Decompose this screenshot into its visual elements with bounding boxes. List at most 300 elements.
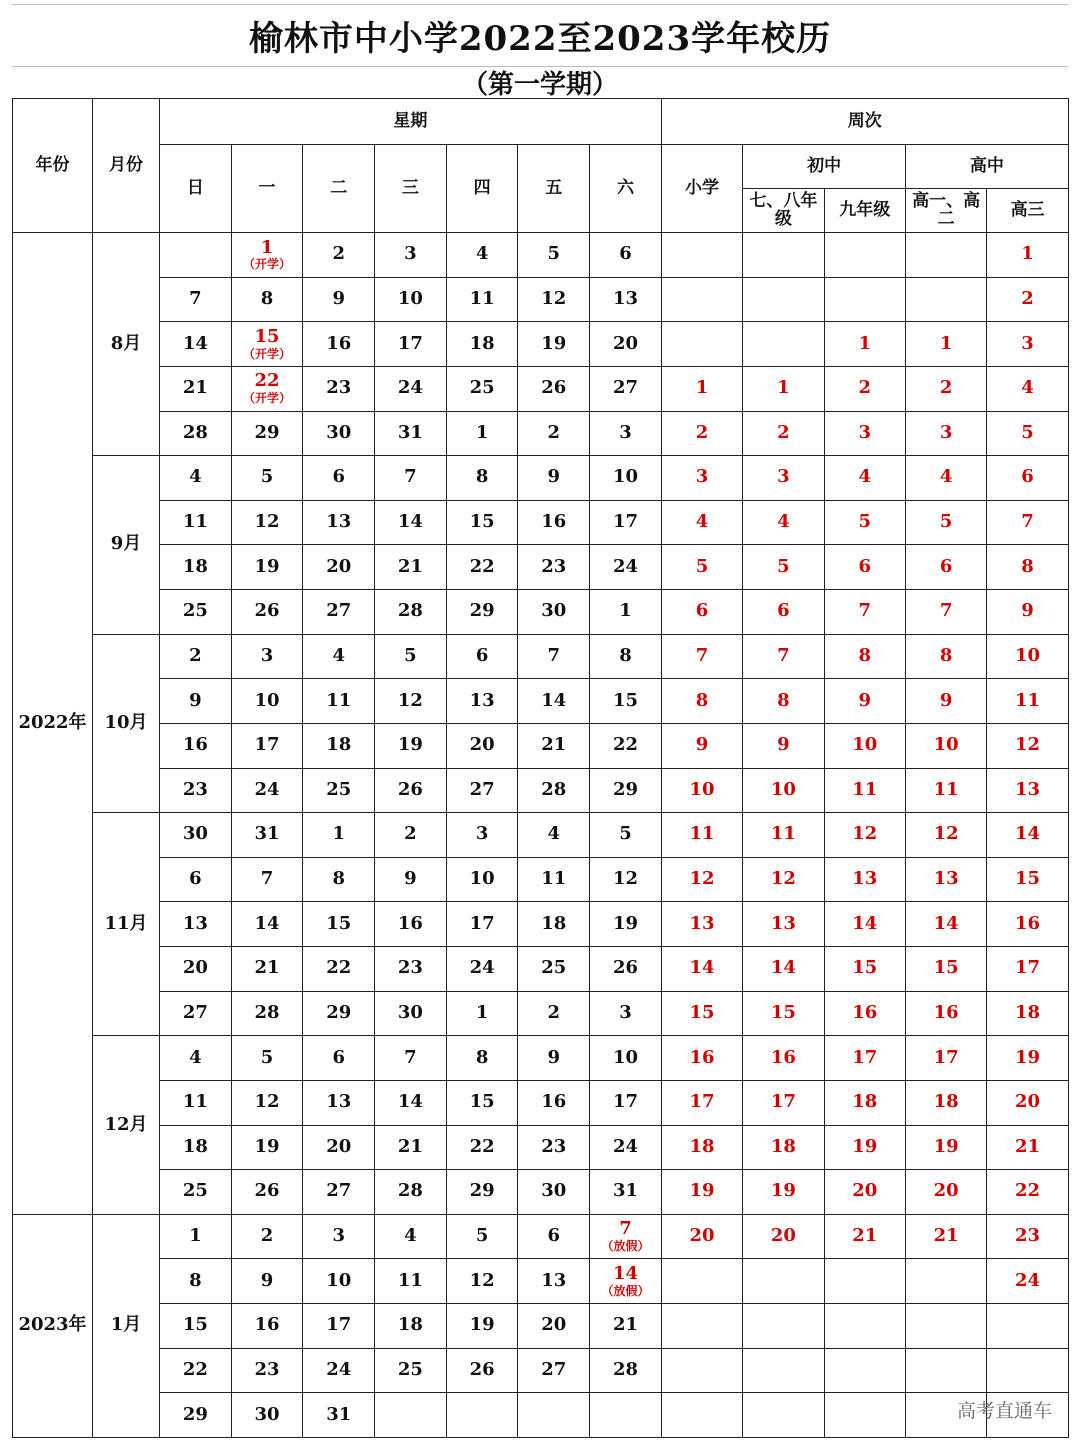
day-cell: 28: [590, 1348, 662, 1393]
week-junior-9-cell: 8: [824, 634, 905, 679]
week-senior-1-2-cell: 7: [905, 590, 986, 635]
calendar-row: [13, 634, 1069, 679]
school-calendar-table: [12, 98, 1069, 1438]
day-cell: 25: [303, 768, 375, 813]
day-cell-marked: [231, 233, 303, 278]
week-primary-cell: 2: [661, 411, 742, 456]
day-cell: 11: [160, 1080, 232, 1125]
day-cell: 3: [590, 411, 662, 456]
week-senior-3-cell: 13: [987, 768, 1068, 813]
week-senior-1-2-cell: 21: [905, 1214, 986, 1259]
week-senior-1-2-cell: 6: [905, 545, 986, 590]
week-senior-1-2-cell: 15: [905, 947, 986, 992]
week-senior-3-cell: 22: [987, 1170, 1068, 1215]
week-primary-cell: 14: [661, 947, 742, 992]
day-cell: 19: [231, 545, 303, 590]
day-note: （放假）: [601, 1239, 650, 1254]
day-cell: 24: [303, 1348, 375, 1393]
day-cell: 10: [590, 456, 662, 501]
day-cell: 12: [231, 500, 303, 545]
day-cell: 14: [231, 902, 303, 947]
day-cell: 17: [231, 723, 303, 768]
week-senior-1-2-cell: [905, 1348, 986, 1393]
week-senior-3-cell: 17: [987, 947, 1068, 992]
day-cell: 16: [160, 723, 232, 768]
calendar-row: [13, 1304, 1069, 1349]
day-cell: 5: [231, 456, 303, 501]
day-cell: 8: [590, 634, 662, 679]
week-primary-cell: 9: [661, 723, 742, 768]
day-cell: 30: [160, 813, 232, 858]
week-junior-7-8-cell: 5: [743, 545, 824, 590]
day-cell: 10: [231, 679, 303, 724]
week-senior-3-cell: 19: [987, 1036, 1068, 1081]
day-cell: 12: [375, 679, 447, 724]
week-junior-9-cell: 2: [824, 366, 905, 411]
day-cell: 14: [160, 322, 232, 367]
day-cell: 5: [375, 634, 447, 679]
day-cell: 9: [518, 456, 590, 501]
day-cell: 12: [446, 1259, 518, 1304]
day-cell: 16: [303, 322, 375, 367]
week-primary-cell: 20: [661, 1214, 742, 1259]
week-junior-7-8-cell: 2: [743, 411, 824, 456]
day-cell: 11: [518, 857, 590, 902]
week-primary-cell: 5: [661, 545, 742, 590]
day-number: 22: [254, 370, 280, 392]
week-junior-7-8-cell: 19: [743, 1170, 824, 1215]
day-cell: 22: [160, 1348, 232, 1393]
primary-header: 小学: [661, 145, 742, 233]
month-cell: 9月: [93, 456, 160, 635]
week-junior-9-cell: 14: [824, 902, 905, 947]
day-cell: 13: [160, 902, 232, 947]
week-primary-cell: 15: [661, 991, 742, 1036]
week-junior-7-8-cell: 10: [743, 768, 824, 813]
day-cell: 5: [231, 1036, 303, 1081]
year-cell: 2022年: [13, 233, 93, 1215]
week-junior-7-8-cell: 16: [743, 1036, 824, 1081]
week-junior-7-8-cell: 8: [743, 679, 824, 724]
week-junior-7-8-cell: 11: [743, 813, 824, 858]
week-junior-9-cell: [824, 277, 905, 322]
junior-group-header: 初中: [743, 145, 906, 189]
day-number: 1: [260, 236, 274, 258]
week-senior-1-2-cell: 13: [905, 857, 986, 902]
day-cell: 6: [303, 1036, 375, 1081]
week-senior-1-2-cell: 3: [905, 411, 986, 456]
day-cell: 12: [590, 857, 662, 902]
calendar-row: [13, 813, 1069, 858]
week-primary-cell: 10: [661, 768, 742, 813]
day-cell: 30: [518, 1170, 590, 1215]
day-cell: 16: [375, 902, 447, 947]
day-cell: 23: [518, 1125, 590, 1170]
day-cell: 24: [231, 768, 303, 813]
day-cell: 8: [160, 1259, 232, 1304]
day-cell: 8: [446, 456, 518, 501]
week-junior-7-8-cell: [743, 1348, 824, 1393]
day-cell: 23: [518, 545, 590, 590]
day-cell: 26: [231, 590, 303, 635]
day-cell: 26: [590, 947, 662, 992]
day-cell: 3: [446, 813, 518, 858]
calendar-row: [13, 545, 1069, 590]
day-cell: 27: [518, 1348, 590, 1393]
day-number: 14: [612, 1262, 638, 1284]
calendar-row: [13, 1080, 1069, 1125]
week-senior-3-cell: 10: [987, 634, 1068, 679]
week-senior-3-cell: 24: [987, 1259, 1068, 1304]
day-cell: 3: [231, 634, 303, 679]
day-cell: 15: [303, 902, 375, 947]
day-header-sun: 日: [160, 145, 232, 233]
day-cell: 13: [590, 277, 662, 322]
week-junior-9-cell: 4: [824, 456, 905, 501]
day-cell: 25: [518, 947, 590, 992]
week-primary-cell: [661, 277, 742, 322]
day-cell-marked: [231, 366, 303, 411]
day-cell: 21: [590, 1304, 662, 1349]
week-senior-1-2-cell: [905, 233, 986, 278]
day-cell: 23: [160, 768, 232, 813]
day-cell: 7: [375, 456, 447, 501]
day-cell: 24: [590, 545, 662, 590]
calendar-row: [13, 1125, 1069, 1170]
day-cell: 23: [231, 1348, 303, 1393]
week-junior-9-cell: 21: [824, 1214, 905, 1259]
calendar-row: [13, 590, 1069, 635]
day-cell: 4: [160, 456, 232, 501]
day-cell: 17: [590, 1080, 662, 1125]
day-cell: 11: [160, 500, 232, 545]
day-note: （开学）: [243, 391, 292, 406]
month-cell: 12月: [93, 1036, 160, 1215]
week-junior-9-cell: 12: [824, 813, 905, 858]
day-cell: 13: [303, 500, 375, 545]
week-senior-3-cell: 15: [987, 857, 1068, 902]
day-cell: 12: [231, 1080, 303, 1125]
week-junior-7-8-cell: [743, 1304, 824, 1349]
day-cell: 1: [446, 411, 518, 456]
week-group-header: 周次: [661, 99, 1068, 145]
week-senior-1-2-cell: [905, 1259, 986, 1304]
calendar-body: [13, 233, 1069, 1438]
day-cell-marked: [231, 322, 303, 367]
junior-9-header: 九年级: [824, 189, 905, 233]
day-cell: 29: [590, 768, 662, 813]
week-senior-1-2-cell: [905, 1304, 986, 1349]
day-cell: 11: [375, 1259, 447, 1304]
week-senior-3-cell: 18: [987, 991, 1068, 1036]
day-cell: [160, 233, 232, 278]
calendar-row: [13, 411, 1069, 456]
week-junior-9-cell: [824, 1304, 905, 1349]
day-cell: 1: [590, 590, 662, 635]
week-junior-7-8-cell: 12: [743, 857, 824, 902]
day-cell: 7: [375, 1036, 447, 1081]
day-cell: 30: [303, 411, 375, 456]
day-cell: 7: [518, 634, 590, 679]
senior-group-header: 高中: [905, 145, 1068, 189]
day-cell: 27: [446, 768, 518, 813]
day-cell: 6: [160, 857, 232, 902]
month-cell: 11月: [93, 813, 160, 1036]
day-cell: 25: [160, 590, 232, 635]
week-junior-9-cell: 16: [824, 991, 905, 1036]
month-cell: 1月: [93, 1214, 160, 1437]
day-cell: 5: [590, 813, 662, 858]
week-senior-3-cell: 2: [987, 277, 1068, 322]
week-senior-3-cell: [987, 1304, 1068, 1349]
week-primary-cell: 19: [661, 1170, 742, 1215]
week-junior-7-8-cell: [743, 1393, 824, 1438]
day-cell: 2: [518, 411, 590, 456]
day-cell: 2: [375, 813, 447, 858]
day-cell: 8: [231, 277, 303, 322]
day-cell: 30: [518, 590, 590, 635]
day-cell: 19: [231, 1125, 303, 1170]
week-primary-cell: [661, 233, 742, 278]
week-junior-9-cell: 9: [824, 679, 905, 724]
day-cell: 17: [303, 1304, 375, 1349]
day-cell: 18: [446, 322, 518, 367]
day-cell: 15: [446, 500, 518, 545]
day-cell: 28: [231, 991, 303, 1036]
day-cell: 10: [375, 277, 447, 322]
calendar-row: [13, 1170, 1069, 1215]
calendar-row: [13, 1036, 1069, 1081]
day-cell: 20: [303, 545, 375, 590]
week-junior-7-8-cell: 1: [743, 366, 824, 411]
week-primary-cell: 6: [661, 590, 742, 635]
week-junior-7-8-cell: 20: [743, 1214, 824, 1259]
week-junior-7-8-cell: [743, 277, 824, 322]
day-cell: 18: [160, 1125, 232, 1170]
day-cell: 26: [231, 1170, 303, 1215]
calendar-row: [13, 500, 1069, 545]
week-junior-7-8-cell: 4: [743, 500, 824, 545]
page-title: 榆林市中小学2022至2023学年校历: [248, 18, 832, 59]
day-cell: 22: [446, 545, 518, 590]
week-primary-cell: [661, 322, 742, 367]
day-cell: 10: [590, 1036, 662, 1081]
day-note: （放假）: [601, 1283, 650, 1298]
day-cell: 21: [518, 723, 590, 768]
week-senior-3-cell: 5: [987, 411, 1068, 456]
day-cell-marked: [590, 1259, 662, 1304]
day-note: （开学）: [243, 257, 292, 272]
week-junior-7-8-cell: 7: [743, 634, 824, 679]
week-primary-cell: 13: [661, 902, 742, 947]
day-number: 15: [254, 325, 280, 347]
day-cell: 12: [518, 277, 590, 322]
day-cell: 26: [446, 1348, 518, 1393]
week-junior-9-cell: 11: [824, 768, 905, 813]
day-cell: 13: [303, 1080, 375, 1125]
day-cell: 3: [590, 991, 662, 1036]
day-cell: 7: [160, 277, 232, 322]
week-senior-1-2-cell: 11: [905, 768, 986, 813]
week-senior-3-cell: 9: [987, 590, 1068, 635]
day-cell: 2: [231, 1214, 303, 1259]
day-cell: 18: [518, 902, 590, 947]
month-header: 月份: [93, 99, 160, 233]
day-header-wed: 三: [375, 145, 447, 233]
day-cell: 28: [375, 590, 447, 635]
day-cell: 7: [231, 857, 303, 902]
day-cell: 10: [446, 857, 518, 902]
day-note: （开学）: [243, 346, 292, 361]
week-primary-cell: 11: [661, 813, 742, 858]
day-cell: 25: [375, 1348, 447, 1393]
week-senior-3-cell: 1: [987, 233, 1068, 278]
day-cell: 18: [375, 1304, 447, 1349]
day-cell: 5: [518, 233, 590, 278]
calendar-row: [13, 991, 1069, 1036]
day-cell: 16: [518, 500, 590, 545]
week-primary-cell: 18: [661, 1125, 742, 1170]
day-cell: 29: [446, 1170, 518, 1215]
day-cell: 17: [590, 500, 662, 545]
week-senior-1-2-cell: 10: [905, 723, 986, 768]
day-cell: [518, 1393, 590, 1438]
calendar-row: [13, 947, 1069, 992]
day-cell: 31: [231, 813, 303, 858]
calendar-row: [13, 679, 1069, 724]
week-primary-cell: [661, 1259, 742, 1304]
week-junior-9-cell: [824, 1259, 905, 1304]
week-senior-1-2-cell: 16: [905, 991, 986, 1036]
day-cell: 31: [375, 411, 447, 456]
day-cell: 13: [446, 679, 518, 724]
week-primary-cell: [661, 1393, 742, 1438]
day-cell: 15: [160, 1304, 232, 1349]
day-cell: 19: [375, 723, 447, 768]
calendar-row: [13, 322, 1069, 367]
day-cell: 1: [160, 1214, 232, 1259]
day-cell: 6: [446, 634, 518, 679]
day-cell: [446, 1393, 518, 1438]
day-cell: [375, 1393, 447, 1438]
day-cell: 20: [446, 723, 518, 768]
day-cell: 2: [518, 991, 590, 1036]
week-junior-9-cell: [824, 233, 905, 278]
day-cell: 14: [375, 500, 447, 545]
day-cell: 19: [446, 1304, 518, 1349]
week-senior-1-2-cell: 2: [905, 366, 986, 411]
day-cell: [590, 1393, 662, 1438]
day-cell: 27: [303, 1170, 375, 1215]
week-junior-9-cell: 1: [824, 322, 905, 367]
day-cell: 20: [518, 1304, 590, 1349]
day-cell: 27: [160, 991, 232, 1036]
day-cell: 14: [518, 679, 590, 724]
day-cell: 23: [375, 947, 447, 992]
week-senior-3-cell: 11: [987, 679, 1068, 724]
day-cell: 20: [303, 1125, 375, 1170]
week-senior-3-cell: 16: [987, 902, 1068, 947]
day-cell: 6: [590, 233, 662, 278]
week-junior-7-8-cell: 15: [743, 991, 824, 1036]
day-cell-marked: [590, 1214, 662, 1259]
day-cell: 9: [303, 277, 375, 322]
week-junior-7-8-cell: 6: [743, 590, 824, 635]
calendar-row: [13, 1348, 1069, 1393]
day-cell: 4: [303, 634, 375, 679]
day-header-thu: 四: [446, 145, 518, 233]
calendar-row: [13, 723, 1069, 768]
day-cell: 21: [375, 545, 447, 590]
week-junior-7-8-cell: 18: [743, 1125, 824, 1170]
day-cell: 20: [590, 322, 662, 367]
day-cell: 6: [303, 456, 375, 501]
day-cell: 17: [375, 322, 447, 367]
day-cell: 21: [160, 366, 232, 411]
day-cell: 9: [518, 1036, 590, 1081]
week-senior-3-cell: 4: [987, 366, 1068, 411]
day-cell: 9: [231, 1259, 303, 1304]
calendar-row: [13, 902, 1069, 947]
week-junior-9-cell: [824, 1348, 905, 1393]
month-cell: 10月: [93, 634, 160, 813]
day-cell: 30: [375, 991, 447, 1036]
watermark-text: 高考直通车: [956, 1400, 1052, 1422]
day-number: 7: [619, 1218, 632, 1240]
week-senior-3-cell: 3: [987, 322, 1068, 367]
week-primary-cell: 17: [661, 1080, 742, 1125]
day-cell: 17: [446, 902, 518, 947]
week-primary-cell: 7: [661, 634, 742, 679]
week-primary-cell: 3: [661, 456, 742, 501]
day-cell: 13: [518, 1259, 590, 1304]
week-junior-7-8-cell: 3: [743, 456, 824, 501]
day-cell: 22: [303, 947, 375, 992]
day-cell: 29: [303, 991, 375, 1036]
day-cell: 24: [375, 366, 447, 411]
week-junior-9-cell: 18: [824, 1080, 905, 1125]
day-cell: 2: [303, 233, 375, 278]
day-cell: 9: [375, 857, 447, 902]
day-cell: 27: [590, 366, 662, 411]
calendar-row: [13, 1214, 1069, 1259]
day-cell: 20: [160, 947, 232, 992]
day-cell: 3: [303, 1214, 375, 1259]
week-junior-7-8-cell: 17: [743, 1080, 824, 1125]
day-cell: 15: [446, 1080, 518, 1125]
day-cell: 3: [375, 233, 447, 278]
week-senior-1-2-cell: 4: [905, 456, 986, 501]
day-cell: 10: [303, 1259, 375, 1304]
week-senior-1-2-cell: 12: [905, 813, 986, 858]
day-cell: 9: [160, 679, 232, 724]
week-senior-1-2-cell: 5: [905, 500, 986, 545]
week-senior-1-2-cell: 18: [905, 1080, 986, 1125]
day-cell: 4: [446, 233, 518, 278]
calendar-row: [13, 277, 1069, 322]
week-junior-7-8-cell: 14: [743, 947, 824, 992]
week-junior-7-8-cell: 9: [743, 723, 824, 768]
day-cell: 24: [590, 1125, 662, 1170]
week-senior-3-cell: 21: [987, 1125, 1068, 1170]
week-primary-cell: 1: [661, 366, 742, 411]
day-cell: 23: [303, 366, 375, 411]
week-junior-7-8-cell: [743, 1259, 824, 1304]
day-cell: 8: [446, 1036, 518, 1081]
week-junior-9-cell: 7: [824, 590, 905, 635]
page-subtitle: （第一学期）: [461, 69, 618, 100]
day-cell: 4: [375, 1214, 447, 1259]
